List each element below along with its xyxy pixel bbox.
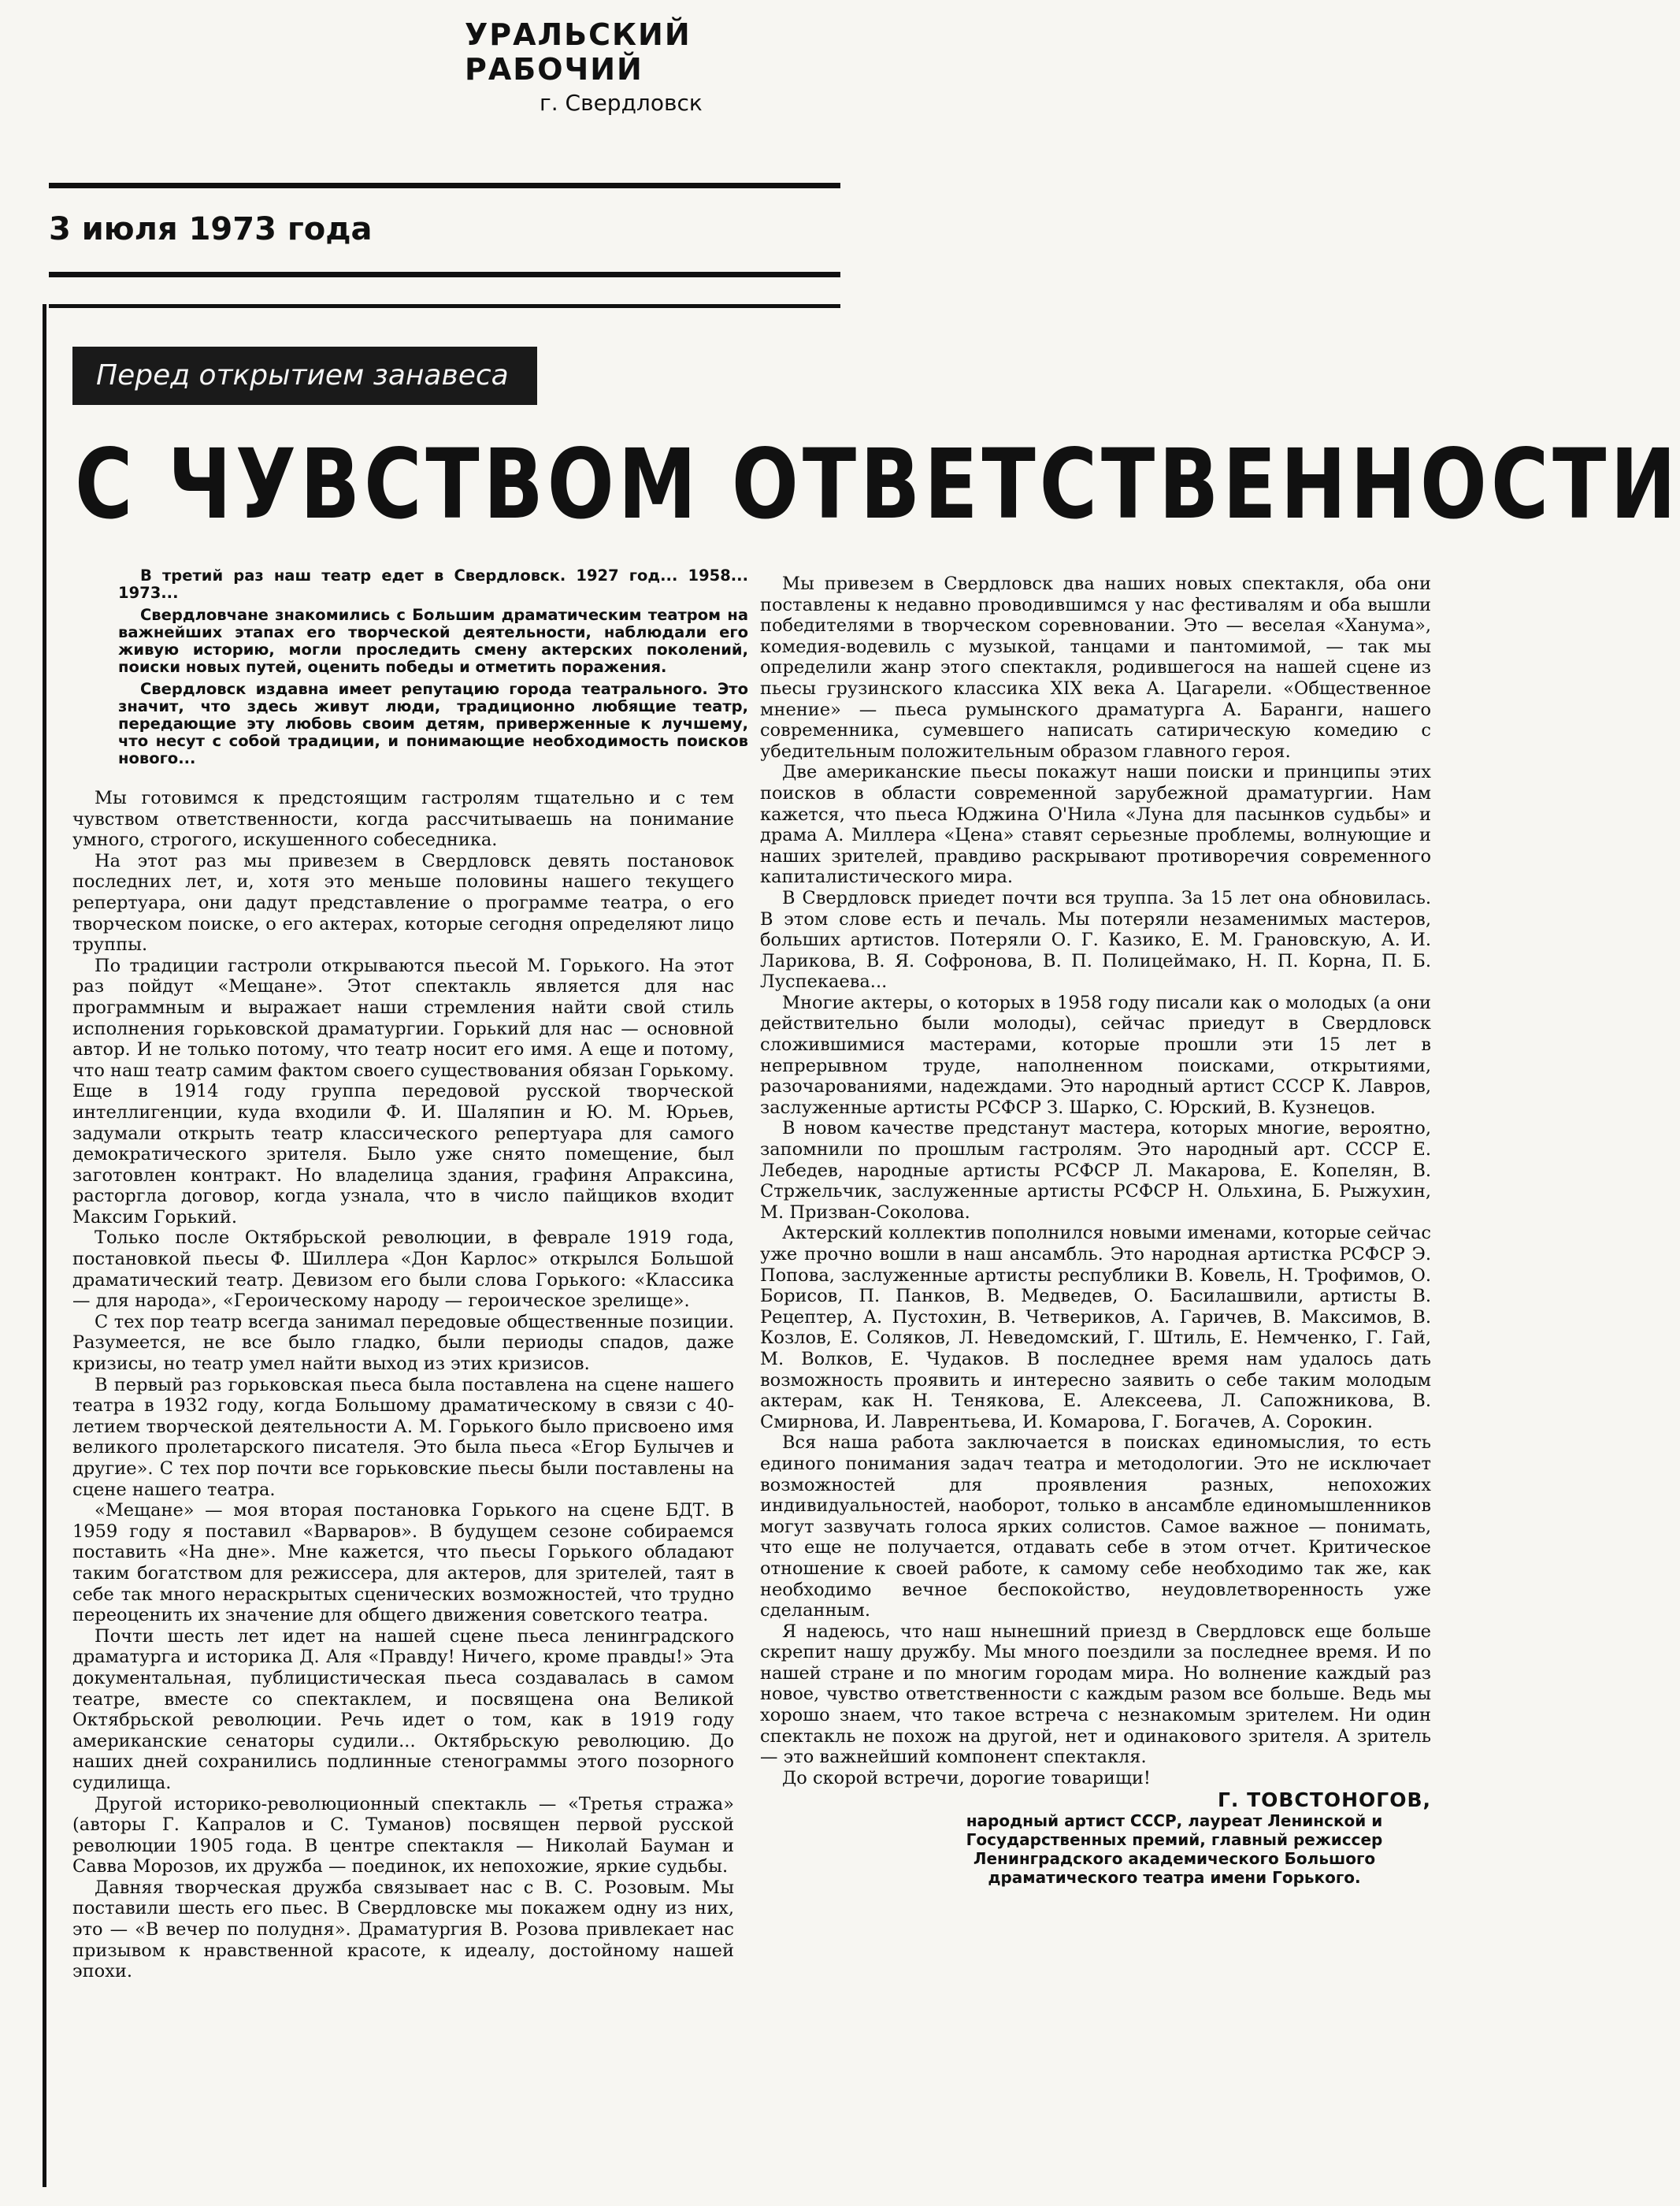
paragraph: Мы готовимся к предстоящим гастролям тщательно и с тем чувством ответственности, когда рассчитываешь на понимание умного, строгого, искушенного собеседника. [72, 788, 734, 851]
date-rule [49, 272, 840, 277]
paragraph: Другой историко-революционный спектакль — «Третья стража» (авторы Г. Капралов и С. Туманов) посвящен первой русской революции 1905 года. В центре спектакля — Николай Бауман и Савва Морозов, их дружба — поединок, их непохожие, яркие судьбы. [72, 1793, 734, 1877]
paragraph: Многие актеры, о которых в 1958 году писали как о молодых (а они действительно были молоды), сейчас приедут в Свердловск сложившимися мастерами, которые прошли эти 15 лет в непрерывном труде, наполненном поисками, открытиями, разочарованиями, надеждами. Это народный артист СССР К. Лавров, заслуженные артисты РСФСР З. Шарко, С. Юрский, В. Кузнецов. [760, 992, 1431, 1118]
masthead [465, 17, 827, 116]
article-lead [118, 567, 748, 772]
author-name: Г. ТОВСТОНОГОВ, [1217, 1788, 1431, 1812]
newspaper-city: г. Свердловск [540, 90, 703, 116]
paragraph: На этот раз мы привезем в Свердловск девять постановок последних лет, и, хотя это меньше половины нашего текущего репертуара, они дадут представление о программе театра, о его творческом поиске, о его актерах, которые сегодня определяют лицо труппы. [72, 850, 734, 956]
issue-date: 3 июля 1973 года [49, 211, 373, 247]
article-frame-left [43, 304, 46, 2187]
lead-paragraph: В третий раз наш театр едет в Свердловск. 1927 год... 1958... 1973... [118, 566, 748, 602]
closing-line: До скорой встречи, дорогие товарищи! [782, 1767, 1151, 1788]
paragraph: Актерский коллектив пополнился новыми именами, которые сейчас уже прочно вошли в наш ансамбль. Это народная артистка РСФСР Э. Попова, заслуженные артисты республики В. Ковель, Н. Трофимов, О. Борисов, П. Панков, В. Медведев, О. Басилашвили, артисты В. Рецептер, А. Пустохин, В. Четвериков, А. Гаричев, В. Максимов, В. Козлов, Е. Соляков, Л. Неведомский, Г. Штиль, Е. Немченко, Г. Гай, М. Волков, Е. Чудаков. В последнее время нам удалось дать возможность проявить и интересно заявить о себе таким молодым актерам, как Н. Тенякова, Е. Алексеева, Л. Сапожникова, В. Смирнова, И. Лаврентьева, И. Комарова, Г. Богачев, А. Сорокин. [760, 1223, 1431, 1432]
lead-paragraph: Свердловчане знакомились с Большим драматическим театром на важнейших этапах его творческой деятельности, наблюдали его живую историю, могли проследить смену актерских поколений, поиски новых путей, оценить победы и отметить поражения. [118, 606, 748, 676]
paragraph: Почти шесть лет идет на нашей сцене пьеса ленинградского драматурга и историка Д. Аля «Правду! Ничего, кроме правды!» Эта документальная, публицистическая пьеса создавалась в самом театре, вместе со спектаклем, и посвящена она Великой Октябрьской революции. Речь идет о том, как в 1919 году американские сенаторы судили... Октябрьскую революцию. До наших дней сохранились подлинные стенограммы этого позорного судилища. [72, 1625, 734, 1793]
article-headline: С ЧУВСТВОМ ОТВЕТСТВЕННОСТИ [75, 429, 1680, 540]
article-column-2 [760, 574, 1431, 1887]
paragraph: Мы привезем в Свердловск два наших новых спектакля, оба они поставлены к недавно проводившимся у нас фестивалям и оба вышли победителями в творческом соревновании. Это — веселая «Ханума», комедия-водевиль с музыкой, танцами и пантомимой, — так мы определили жанр этого спектакля, родившегося на нашей сцене из пьесы грузинского классика XIX века А. Цагарели. «Общественное мнение» — пьеса румынского драматурга А. Баранги, нашего современника, сумевшего написать сатирическую комедию с убедительным положительным образом главного героя. [760, 574, 1431, 762]
paragraph: В Свердловск приедет почти вся труппа. За 15 лет она обновилась. В этом слове есть и печаль. Мы потеряли незаменимых мастеров, больших артистов. Потеряли О. Г. Казико, Е. М. Грановскую, А. И. Ларикова, В. Я. Софронова, В. П. Полицеймако, Н. П. Корна, П. Б. Луспекаева... [760, 887, 1431, 993]
lead-paragraph: Свердловск издавна имеет репутацию города театрального. Это значит, что здесь живут люди, традиционно любящие театр, передающие эту любовь своим детям, приверженные к лучшему, что несут с собой традиции, и понимающие необходимость поисков нового... [118, 680, 748, 767]
paragraph: Вся наша работа заключается в поисках единомыслия, то есть единого понимания задач театра и методологии. Это не исключает возможностей для проявления разных, непохожих индивидуальностей, наоборот, только в ансамбле единомышленников могут зазвучать голоса ярких солистов. Самое важное — понимать, что еще не получается, отдавать себе в этом отчет. Критическое отношение к своей работе, к самому себе необходимо так же, как необходимо вечное беспокойство, неудовлетворенность уже сделанным. [760, 1432, 1431, 1621]
article-frame-top [49, 304, 840, 308]
paragraph: В первый раз горьковская пьеса была поставлена на сцене нашего театра в 1932 году, когда Большому драматическому в связи с 40-летием творческой деятельности А. М. Горького было присвоено имя великого пролетарского писателя. Это была пьеса «Егор Булычев и другие». С тех пор почти все горьковские пьесы были поставлены на сцене нашего театра. [72, 1374, 734, 1500]
paragraph: Только после Октябрьской революции, в феврале 1919 года, постановкой пьесы Ф. Шиллера «Дон Карлос» открылся Большой драматический театр. Девизом его были слова Горького: «Классика — для народа», «Героическому народу — героическое зрелище». [72, 1227, 734, 1312]
paragraph: Я надеюсь, что наш нынешний приезд в Свердловск еще больше скрепит нашу дружбу. Мы много поездили за последнее время. И по нашей стране и по многим городам мира. Но волнение каждый раз новое, чувство ответственности с каждым разом все больше. Ведь мы хорошо знаем, что такое встреча с незнакомым зрителем. Ни один спектакль не похож на другой, нет и одинакового зрителя. А зритель — это важнейший компонент спектакля. [760, 1621, 1431, 1768]
author-title: народный артист СССР, лауреат Ленинской и Государственных премий, главный режиссер Ленинградского академического Большого драматического театра имени Горького. [966, 1811, 1383, 1888]
rubric-label: Перед открытием занавеса [72, 347, 537, 405]
paragraph: Давняя творческая дружба связывает нас с В. С. Розовым. Мы поставили шесть его пьес. В Свердловске мы покажем одну из них, это — «В вечер по полудня». Драматургия В. Розова привлекает нас призывом к нравственной красоте, к идеалу, достойному нашей эпохи. [72, 1877, 734, 1982]
newspaper-name: УРАЛЬСКИЙ РАБОЧИЙ [465, 17, 692, 87]
paragraph: С тех пор театр всегда занимал передовые общественные позиции. Разумеется, не все было гладко, были периоды спадов, даже кризисы, но театр умел найти выход из этих кризисов. [72, 1311, 734, 1375]
paragraph: В новом качестве предстанут мастера, которых многие, вероятно, запомнили по прошлым гастролям. Это народный арт. СССР Е. Лебедев, народные артисты РСФСР Л. Макарова, Е. Копелян, В. Стржельчик, заслуженные артисты РСФСР Н. Ольхина, Б. Рыжухин, М. Призван-Соколова. [760, 1118, 1431, 1223]
paragraph: «Мещане» — моя вторая постановка Горького на сцене БДТ. В 1959 году я поставил «Варваров». В будущем сезоне собираемся поставить «На дне». Мне кажется, что пьесы Горького обладают таким богатством для режиссера, для актеров, для зрителей, таят в себе так много нераскрытых сценических возможностей, что трудно переоценить их значение для общего движения советского театра. [72, 1500, 734, 1626]
paragraph: По традиции гастроли открываются пьесой М. Горького. На этот раз пойдут «Мещане». Этот спектакль является для нас программным и выражает наши стремления найти свой стиль исполнения горьковской драматургии. Горький для нас — основной автор. И не только потому, что театр носит его имя. А еще и потому, что наш театр самим фактом своего существования обязан Горькому. Еще в 1914 году группа передовой русской творческой интеллигенции, куда входили Ф. И. Шаляпин и Ю. М. Юрьев, задумали открыть театр классического репертуара для самого демократического зрителя. Было уже снято помещение, был заготовлен контракт. Но владелица здания, графиня Апраксина, расторгла договор, когда узнала, что в число пайщиков входит Максим Горький. [72, 955, 734, 1227]
author-signature [760, 1790, 1431, 1887]
article-column-1 [72, 788, 734, 1982]
top-rule [49, 183, 840, 188]
paragraph: Две американские пьесы покажут наши поиски и принципы этих поисков в области современной зарубежной драматургии. Нам кажется, что пьеса Юджина О'Нила «Луна для пасынков судьбы» и драма А. Миллера «Цена» ставят серьезные проблемы, волнующие и наших зрителей, правдиво раскрывают противоречия современного капиталистического мира. [760, 762, 1431, 888]
